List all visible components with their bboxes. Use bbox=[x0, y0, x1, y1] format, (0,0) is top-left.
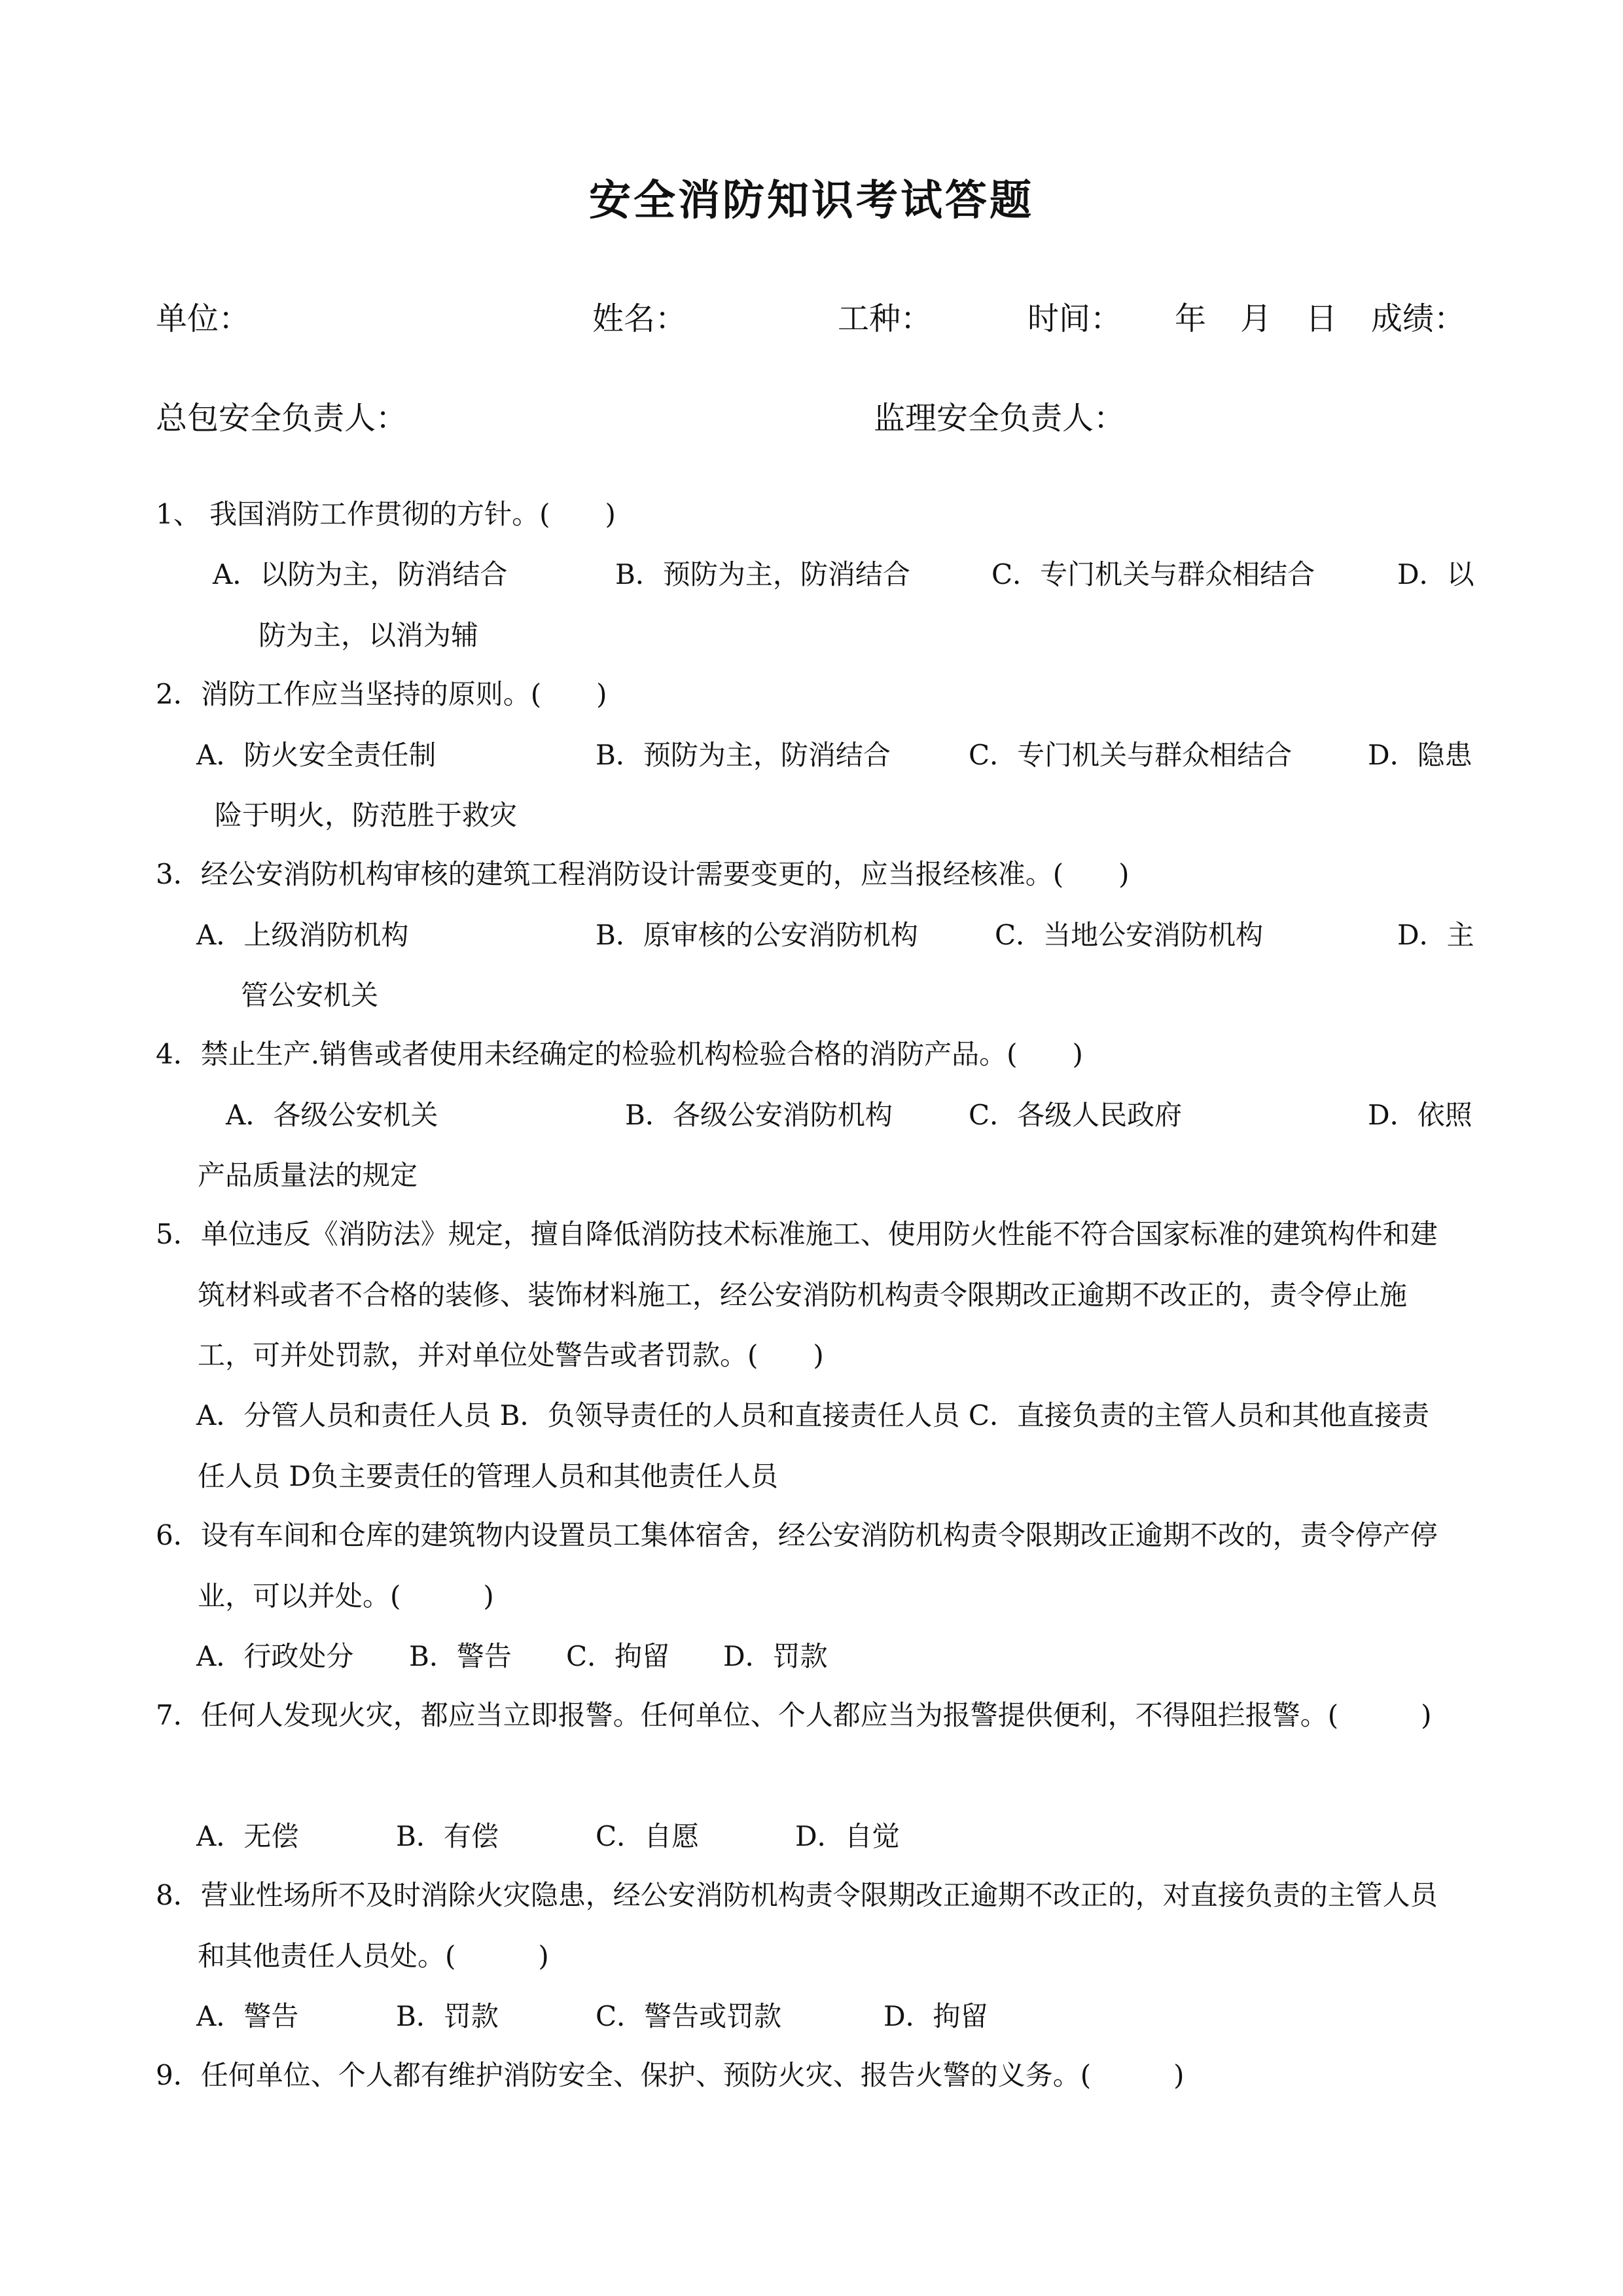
q8-option-b: B．罚款 bbox=[396, 2000, 499, 2032]
page-title: 安全消防知识考试答题 bbox=[589, 176, 1034, 225]
question-4: 4．禁止生产.销售或者使用未经确定的检验机构检验合格的消防产品。( ) bbox=[156, 1038, 1083, 1070]
q2-option-d: D．隐患 bbox=[1368, 739, 1472, 771]
q4-option-a: A．各级公安机关 bbox=[226, 1099, 438, 1131]
q2-option-c: C．专门机关与群众相结合 bbox=[969, 739, 1293, 771]
question-6-line-2: 业，可以并处。( ) bbox=[198, 1580, 494, 1612]
q2-option-a: A．防火安全责任制 bbox=[196, 739, 437, 771]
question-1: 1、 我国消防工作贯彻的方针。( ) bbox=[156, 498, 616, 530]
unit-label: 单位： bbox=[156, 300, 251, 337]
q2-option-b: B．预防为主，防消结合 bbox=[596, 739, 891, 771]
q2-option-d-cont: 险于明火，防范胜于救灾 bbox=[215, 799, 518, 831]
question-6-line-1: 6．设有车间和仓库的建筑物内设置员工集体宿舍，经公安消防机构责令限期改正逾期不改的，责令停产停 bbox=[156, 1519, 1438, 1551]
question-3: 3．经公安消防机构审核的建筑工程消防设计需要变更的，应当报经核准。( ) bbox=[156, 858, 1130, 890]
q6-option-b: B．警告 bbox=[409, 1640, 512, 1672]
q1-option-b: B．预防为主，防消结合 bbox=[615, 558, 910, 590]
question-8-line-1: 8．营业性场所不及时消除火灾隐患，经公安消防机构责令限期改正逾期不改正的，对直接负责的主管人员 bbox=[156, 1879, 1438, 1911]
q3-option-d-cont: 管公安机关 bbox=[241, 979, 379, 1011]
gc-safety-label: 总包安全负责人： bbox=[156, 400, 408, 437]
q7-option-c: C．自愿 bbox=[596, 1820, 700, 1852]
q4-option-d: D．依照 bbox=[1368, 1099, 1472, 1131]
question-5-line-2: 筑材料或者不合格的装修、装饰材料施工，经公安消防机构责令限期改正逾期不改正的，责令停止施 bbox=[198, 1279, 1408, 1311]
q6-option-d: D．罚款 bbox=[723, 1640, 828, 1672]
supervisor-safety-label: 监理安全负责人： bbox=[874, 400, 1126, 437]
q7-option-b: B．有偿 bbox=[396, 1820, 499, 1852]
question-9: 9．任何单位、个人都有维护消防安全、保护、预防火灾、报告火警的义务。( ) bbox=[156, 2059, 1185, 2091]
q8-option-d: D．拘留 bbox=[883, 2000, 988, 2032]
question-5-line-1: 5．单位违反《消防法》规定，擅自降低消防技术标准施工、使用防火性能不符合国家标准的建筑构件和建 bbox=[156, 1218, 1438, 1250]
question-7: 7．任何人发现火灾，都应当立即报警。任何单位、个人都应当为报警提供便利，不得阻拦报警。( ) bbox=[156, 1699, 1432, 1731]
q8-option-a: A．警告 bbox=[196, 2000, 299, 2032]
q3-option-d: D．主 bbox=[1397, 919, 1474, 951]
q4-option-d-cont: 产品质量法的规定 bbox=[198, 1159, 418, 1191]
q6-option-c: C．拘留 bbox=[566, 1640, 670, 1672]
question-5-line-3: 工，可并处罚款，并对单位处警告或者罚款。( ) bbox=[198, 1339, 824, 1371]
q1-option-a: A．以防为主，防消结合 bbox=[213, 558, 508, 590]
q3-option-b: B．原审核的公安消防机构 bbox=[596, 919, 918, 951]
question-8-line-2: 和其他责任人员处。( ) bbox=[198, 1940, 549, 1972]
q4-option-c: C．各级人民政府 bbox=[969, 1099, 1183, 1131]
day-label: 日 bbox=[1306, 300, 1338, 337]
year-label: 年 bbox=[1175, 300, 1207, 337]
q5-options-line-1: A．分管人员和责任人员 B．负领导责任的人员和直接责任人员 C．直接负责的主管人员和其他直接责 bbox=[196, 1399, 1430, 1431]
q1-option-d-cont: 防为主，以消为辅 bbox=[259, 619, 479, 651]
name-label: 姓名： bbox=[592, 300, 687, 337]
month-label: 月 bbox=[1240, 300, 1272, 337]
q1-option-c: C．专门机关与群众相结合 bbox=[991, 558, 1315, 590]
q8-option-c: C．警告或罚款 bbox=[596, 2000, 782, 2032]
q3-option-c: C．当地公安消防机构 bbox=[995, 919, 1264, 951]
q1-option-d: D．以 bbox=[1397, 558, 1474, 590]
score-label: 成绩： bbox=[1371, 300, 1466, 337]
q5-options-line-2: 任人员 D负主要责任的管理人员和其他责任人员 bbox=[198, 1460, 779, 1492]
job-label: 工种： bbox=[838, 300, 933, 337]
q7-option-d: D．自觉 bbox=[795, 1820, 900, 1852]
q3-option-a: A．上级消防机构 bbox=[196, 919, 409, 951]
q6-option-a: A．行政处分 bbox=[196, 1640, 354, 1672]
question-2: 2．消防工作应当坚持的原则。( ) bbox=[156, 678, 607, 710]
time-label: 时间： bbox=[1027, 300, 1122, 337]
q7-option-a: A．无偿 bbox=[196, 1820, 299, 1852]
q4-option-b: B．各级公安消防机构 bbox=[625, 1099, 893, 1131]
